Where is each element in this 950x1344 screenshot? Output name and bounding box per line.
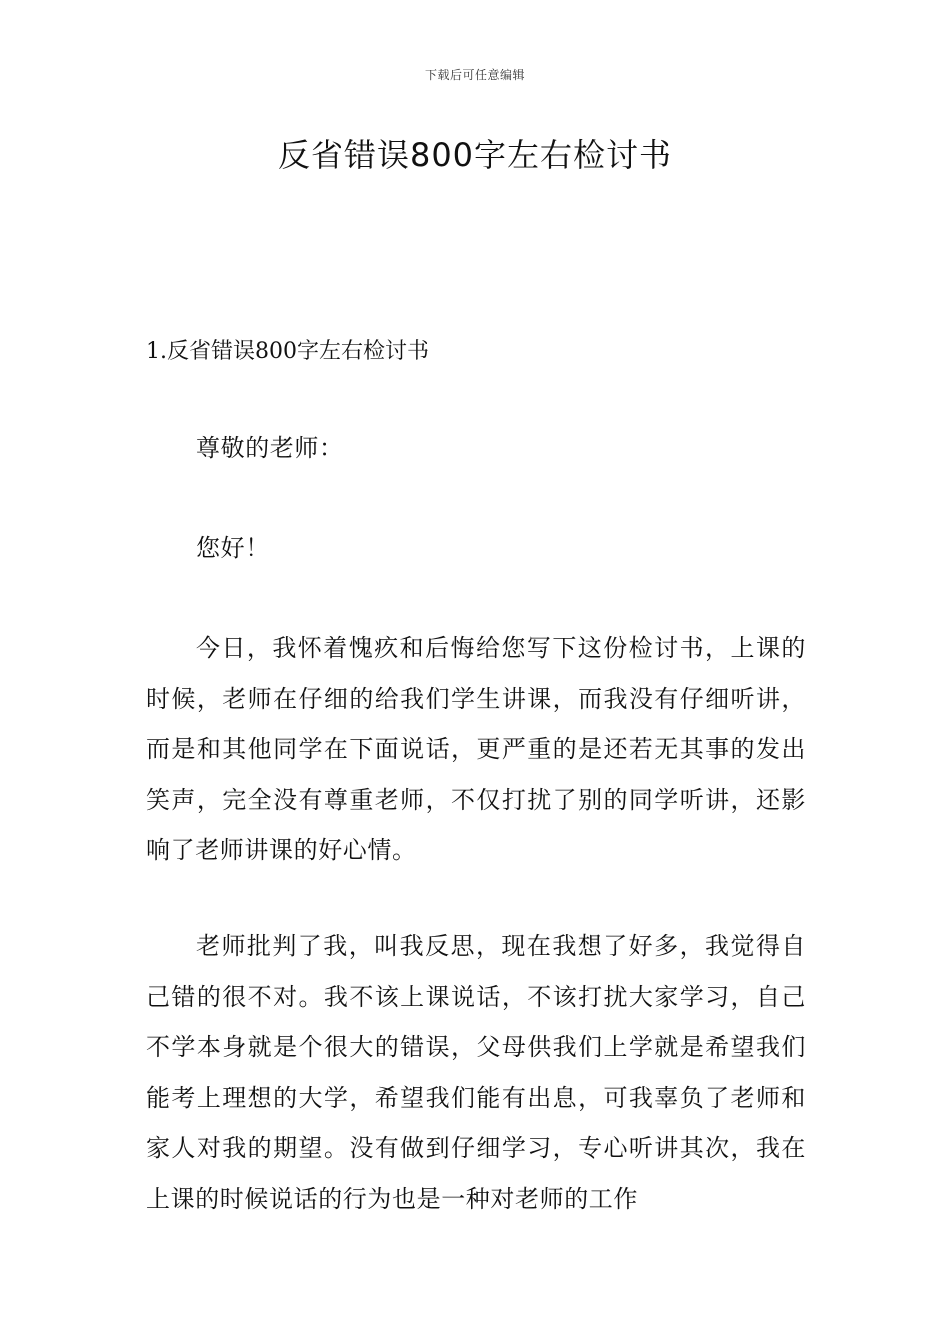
section-heading: 1.反省错误800字左右检讨书 <box>146 339 429 364</box>
document-title: 反省错误800字左右检讨书 <box>277 136 673 174</box>
header-note: 下载后可任意编辑 <box>424 68 525 82</box>
paragraph-2: 老师批判了我，叫我反思，现在我想了好多，我觉得自己错的很不对。我不该上课说话，不该打扰大家学习，自己不学本身就是个很大的错误，父母供我们上学就是希望我们能考上理想的大学，希望我们能有出息，可我辜负了老师和家人对我的期望。没有做到仔细学习，专心听讲其次，我在上课的时候说话的行为也是一种对老师的工作 <box>146 932 806 1213</box>
paragraph-1: 今日，我怀着愧疚和后悔给您写下这份检讨书，上课的时候，老师在仔细的给我们学生讲课，而我没有仔细听讲，而是和其他同学在下面说话，更严重的是还若无其事的发出笑声，完全没有尊重老师，不仅打扰了别的同学听讲，还影响了老师讲课的好心情。 <box>146 634 806 864</box>
salutation: 尊敬的老师： <box>196 434 344 462</box>
greeting: 您好！ <box>196 534 270 562</box>
